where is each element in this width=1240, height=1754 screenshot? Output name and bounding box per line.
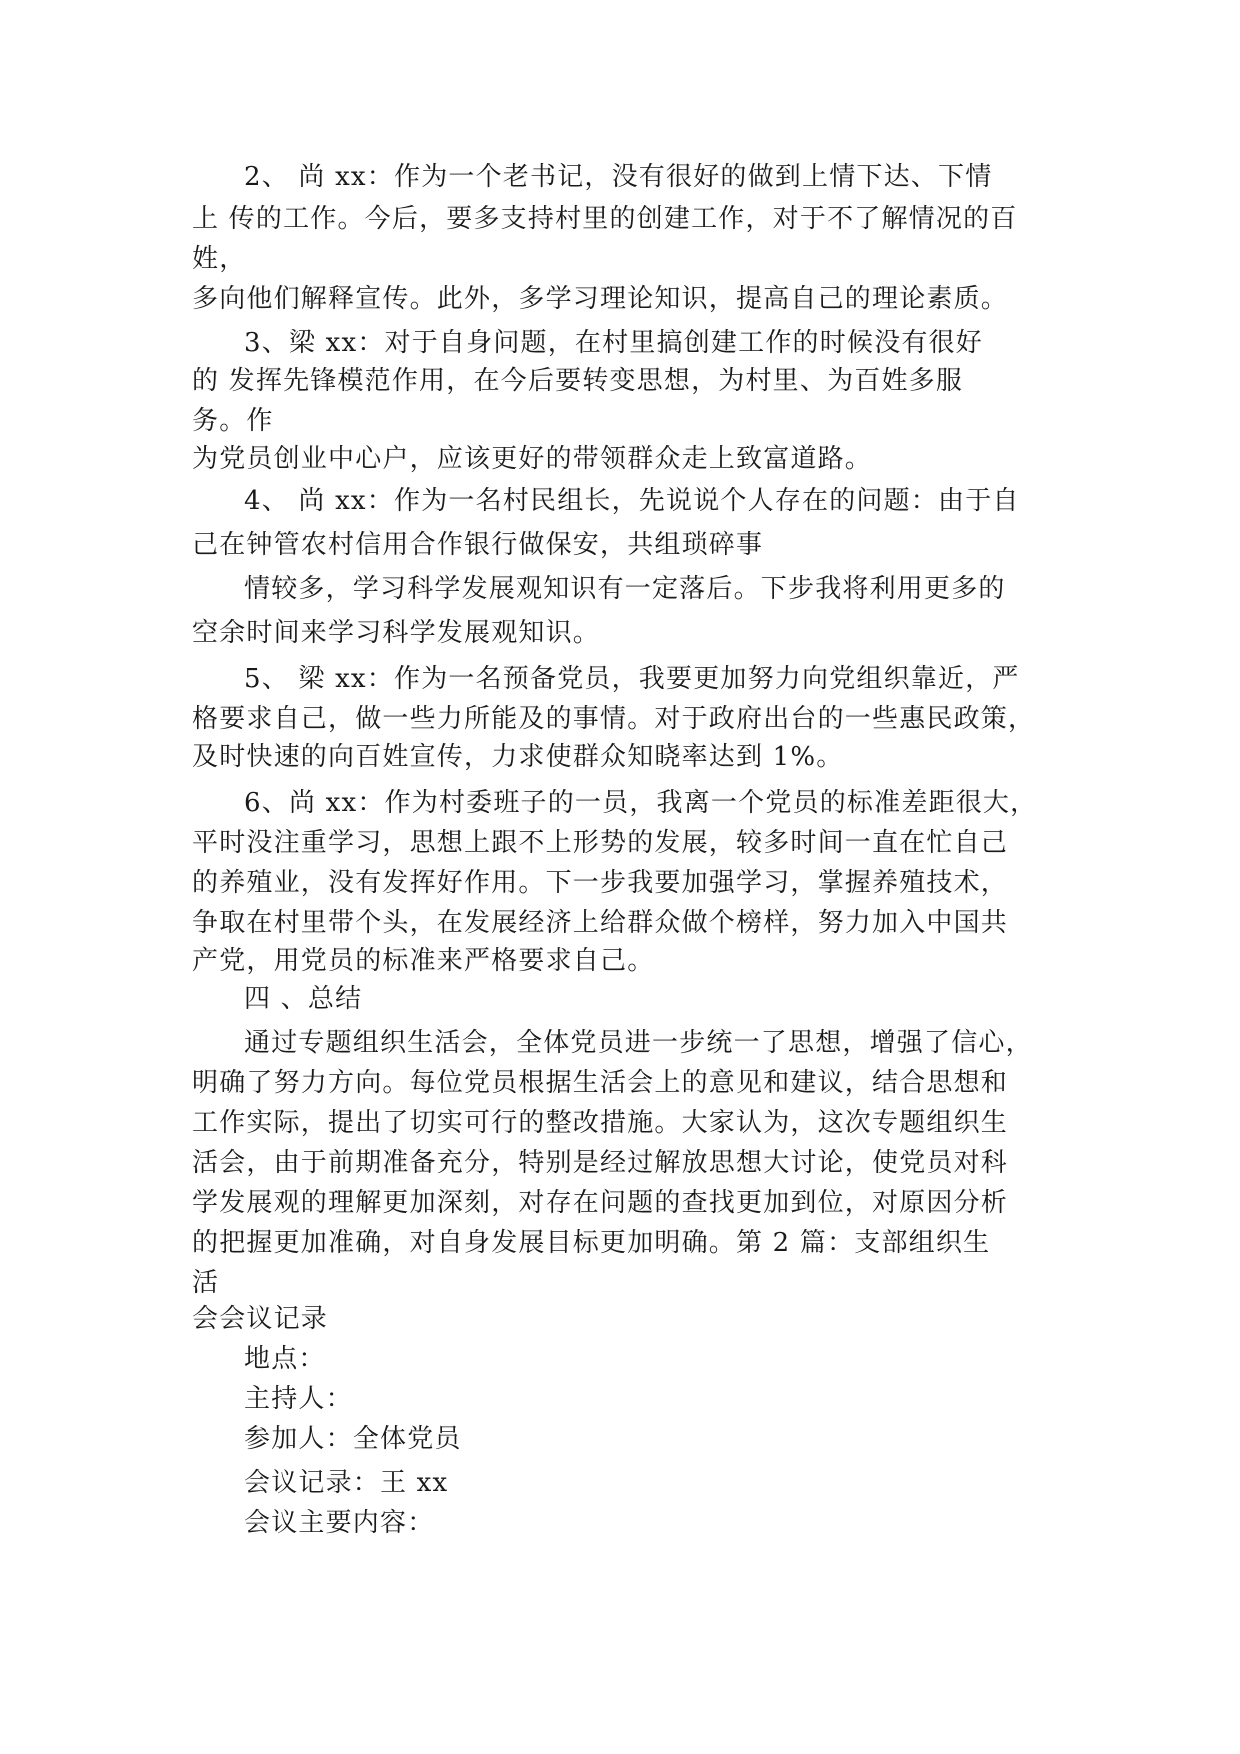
- paragraph-line: 4、 尚 xx：作为一名村民组长，先说说个人存在的问题：由于自: [244, 486, 1020, 516]
- paragraph-line: 的 发挥先锋模范作用，在今后要转变思想，为村里、为百姓多服: [192, 366, 964, 396]
- meeting-recorder: 会议记录：王 xx: [244, 1468, 449, 1498]
- paragraph-line: 姓，: [192, 244, 247, 274]
- meeting-main-content: 会议主要内容：: [244, 1508, 435, 1538]
- paragraph-line: 活会，由于前期准备充分，特别是经过解放思想大讨论，使党员对科: [192, 1148, 1009, 1178]
- paragraph-line: 会会议记录: [192, 1304, 329, 1334]
- section-heading: 四 、总结: [244, 984, 363, 1014]
- paragraph-line: 明确了努力方向。每位党员根据生活会上的意见和建议，结合思想和: [192, 1068, 1009, 1098]
- meeting-participants: 参加人：全体党员: [244, 1424, 462, 1454]
- paragraph-line: 平时没注重学习，思想上跟不上形势的发展，较多时间一直在忙自己: [192, 828, 1009, 858]
- paragraph-line: 争取在村里带个头，在发展经济上给群众做个榜样，努力加入中国共: [192, 908, 1009, 938]
- paragraph-line: 及时快速的向百姓宣传，力求使群众知晓率达到 1%。: [192, 742, 844, 772]
- paragraph-line: 务。作: [192, 406, 274, 436]
- paragraph-line: 2、 尚 xx：作为一个老书记，没有很好的做到上情下达、下情: [244, 162, 993, 192]
- paragraph-line: 的养殖业，没有发挥好作用。下一步我要加强学习，掌握养殖技术，: [192, 868, 1009, 898]
- paragraph-line: 6、尚 xx：作为村委班子的一员，我离一个党员的标准差距很大，: [244, 788, 1038, 818]
- paragraph-line: 空余时间来学习科学发展观知识。: [192, 618, 601, 648]
- paragraph-line: 的把握更加准确，对自身发展目标更加明确。第 2 篇：支部组织生: [192, 1228, 991, 1258]
- paragraph-line: 5、 梁 xx：作为一名预备党员，我要更加努力向党组织靠近，严: [244, 664, 1020, 694]
- paragraph-line: 学发展观的理解更加深刻，对存在问题的查找更加到位，对原因分析: [192, 1188, 1009, 1218]
- paragraph-line: 为党员创业中心户，应该更好的带领群众走上致富道路。: [192, 444, 873, 474]
- meeting-location: 地点：: [244, 1344, 326, 1374]
- paragraph-line: 工作实际，提出了切实可行的整改措施。大家认为，这次专题组织生: [192, 1108, 1009, 1138]
- meeting-host: 主持人：: [244, 1384, 353, 1414]
- paragraph-line: 上 传的工作。今后，要多支持村里的创建工作，对于不了解情况的百: [192, 204, 1018, 234]
- paragraph-line: 情较多，学习科学发展观知识有一定落后。下步我将利用更多的: [244, 574, 1006, 604]
- paragraph-line: 己在钟管农村信用合作银行做保安，共组琐碎事: [192, 530, 764, 560]
- paragraph-line: 产党，用党员的标准来严格要求自己。: [192, 946, 655, 976]
- paragraph-line: 多向他们解释宣传。此外，多学习理论知识，提高自己的理论素质。: [192, 284, 1009, 314]
- paragraph-line: 通过专题组织生活会，全体党员进一步统一了思想，增强了信心，: [244, 1028, 1033, 1058]
- paragraph-line: 格要求自己，做一些力所能及的事情。对于政府出台的一些惠民政策，: [192, 704, 1036, 734]
- paragraph-line: 活: [192, 1268, 220, 1298]
- paragraph-line: 3、梁 xx：对于自身问题，在村里搞创建工作的时候没有很好: [244, 328, 983, 358]
